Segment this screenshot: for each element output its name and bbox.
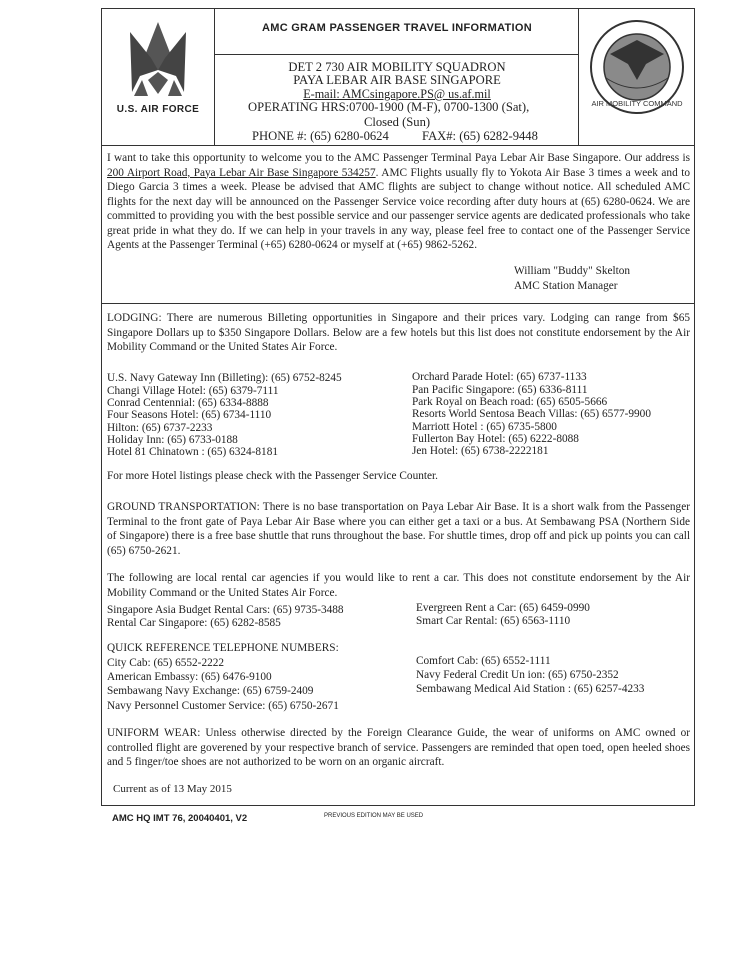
usaf-logo-text: U.S. AIR FORCE — [116, 104, 200, 115]
quick-ref-left-4: Navy Personnel Customer Service: (65) 6750-2671 — [107, 700, 339, 712]
header-divider-right — [578, 8, 579, 145]
usaf-logo — [104, 14, 212, 118]
hotel-left-2: Changi Village Hotel: (65) 6379-7111 — [107, 385, 279, 397]
unit-line-1: DET 2 730 AIR MOBILITY SQUADRON — [288, 60, 506, 74]
hotel-left-7: Hotel 81 Chinatown : (65) 6324-8181 — [107, 446, 279, 458]
phone-number: PHONE #: (65) 6280-0624 — [252, 129, 389, 143]
hotel-right-2: Pan Pacific Singapore: (65) 6336-8111 — [412, 384, 588, 396]
previous-edition-note: PREVIOUS EDITION MAY BE USED — [324, 813, 424, 819]
hotel-right-1: Orchard Parade Hotel: (65) 6737-1133 — [412, 371, 587, 383]
rental-right-2: Smart Car Rental: (65) 6563-1110 — [416, 615, 571, 627]
ground-transportation: GROUND TRANSPORTATION: There is no base transportation on Paya Lebar Air Base. It is a short walk from the Passenger Terminal to the front gate of Paya Lebar Air Base where you can either get a taxi or a bus. At Sembawang PSA (Northern Side of Singapore) there is a free base shuttle that runs throughout the base. For shuttle times, drop off and pick up points you can call (65) 6750-2621. — [107, 501, 690, 557]
header-bottom-rule — [101, 145, 695, 146]
hotel-right-3: Park Royal on Beach road: (65) 6505-5666 — [412, 396, 608, 408]
welcome-text-end: . AMC Flights usually fly to Yokota Air Base 3 times a week and to Diego Garcia 3 times a week. Please be advised that AMC flights are subject to change without notice. All scheduled AMC flights for the next day will be announced on the Passenger Service voice recording after duty hours at (65) 6280-0624. We are committed to providing you with the best possible service and our passenger service agents are dedicated professionals who take great pride in what they do. If we can help in your travels in any way, please feel free to contact one of the Passenger Service Agents at the Passenger Terminal (+65) 6280-0624 or myself at (+65) 9862-5262. — [107, 166, 691, 251]
hotel-right-4: Resorts World Sentosa Beach Villas: (65) 6577-9900 — [412, 408, 651, 420]
lodging-intro: LODGING: There are numerous Billeting opportunities in Singapore and their prices vary. Lodging can range from $65 Singapore Dollars up to $350 Singapore Dollars. Below are a few hotels but this list does not constitute endorsement by the Air Mobility Command or the United States Air Force. — [107, 312, 690, 353]
welcome-bottom-rule — [101, 303, 695, 304]
hotel-left-4: Four Seasons Hotel: (65) 6734-1110 — [107, 409, 272, 421]
signature-title: AMC Station Manager — [514, 280, 618, 292]
hotel-right-7: Jen Hotel: (65) 6738-2222181 — [412, 445, 549, 457]
email-link[interactable]: E-mail: AMCsingapore.PS@ us.af.mil — [303, 87, 491, 101]
quick-ref-left-3: Sembawang Navy Exchange: (65) 6759-2409 — [107, 685, 314, 697]
hotel-right-5: Marriott Hotel : (65) 6735-5800 — [412, 421, 557, 433]
header-divider-left — [214, 8, 215, 145]
hotel-left-1: U.S. Navy Gateway Inn (Billeting): (65) 6752-8245 — [107, 372, 342, 384]
hotel-left-3: Conrad Centennial: (65) 6334-8888 — [107, 397, 269, 409]
amc-seal — [588, 18, 686, 116]
quick-ref-left-2: American Embassy: (65) 6476-9100 — [107, 671, 272, 683]
hotel-listings-note: For more Hotel listings please check with the Passenger Service Counter. — [107, 470, 438, 482]
form-title: AMC GRAM PASSENGER TRAVEL INFORMATION — [261, 22, 532, 34]
signature-name: William "Buddy" Skelton — [514, 265, 631, 277]
rental-right-1: Evergreen Rent a Car: (65) 6459-0990 — [416, 602, 590, 614]
header-title-rule — [214, 54, 579, 55]
quick-ref-right-3: Sembawang Medical Aid Station : (65) 6257-4233 — [416, 683, 645, 695]
operating-hours-sunday: Closed (Sun) — [363, 115, 431, 129]
quick-ref-left-1: City Cab: (65) 6552-2222 — [107, 657, 225, 669]
uniform-wear: UNIFORM WEAR: Unless otherwise directed by the Foreign Clearance Guide, the wear of uniforms on AMC owned or controlled flight are goverened by your respective branch of service. Passengers are reminded that open toed, open heeled shoes and 5 finger/toe shoes are not authorized to be worn on an organic aircraft. — [107, 727, 690, 768]
form-number: AMC HQ IMT 76, 20040401, V2 — [112, 813, 248, 824]
hotel-left-6: Holiday Inn: (65) 6733-0188 — [107, 434, 238, 446]
rental-left-2: Rental Car Singapore: (65) 6282-8585 — [107, 617, 281, 629]
hotel-right-6: Fullerton Bay Hotel: (65) 6222-8088 — [412, 433, 579, 445]
hotel-left-5: Hilton: (65) 6737-2233 — [107, 422, 213, 434]
terminal-address: 200 Airport Road, Paya Lebar Air Base Singapore 534257 — [107, 166, 376, 179]
quick-ref-right-2: Navy Federal Credit Un ion: (65) 6750-2352 — [416, 669, 619, 681]
amc-seal-text: AIR MOBILITY COMMAND — [591, 99, 683, 108]
rental-left-1: Singapore Asia Budget Rental Cars: (65) 9735-3488 — [107, 604, 344, 616]
quick-reference-heading: QUICK REFERENCE TELEPHONE NUMBERS: — [107, 642, 339, 654]
unit-line-2: PAYA LEBAR AIR BASE SINGAPORE — [293, 73, 501, 87]
quick-ref-right-1: Comfort Cab: (65) 6552-1111 — [416, 655, 551, 667]
usaf-wings-icon — [104, 14, 212, 118]
amc-seal-icon — [588, 18, 686, 116]
rental-intro: The following are local rental car agencies if you would like to rent a car. This does not constitute endorsement by the Air Mobility Command or the United States Air Force. — [107, 572, 690, 599]
operating-hours: OPERATING HRS:0700-1900 (M-F), 0700-1300 (Sat), — [248, 100, 530, 114]
welcome-text-start: I want to take this opportunity to welcome you to the AMC Passenger Terminal Paya Lebar Air Base Singapore. Our address is — [107, 152, 690, 164]
current-as-of: Current as of 13 May 2015 — [113, 783, 232, 795]
welcome-paragraph — [107, 151, 690, 253]
fax-number: FAX#: (65) 6282-9448 — [422, 129, 538, 143]
